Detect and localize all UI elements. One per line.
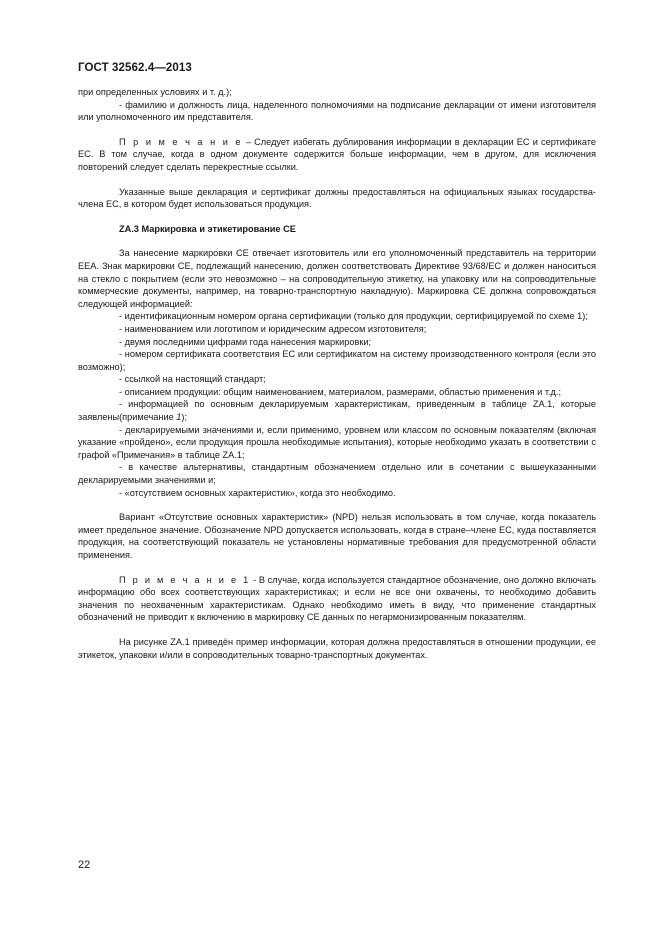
note-label: П р и м е ч а н и е 1 xyxy=(119,574,251,585)
section-title: ZA.3 Маркировка и этикетирование СЕ xyxy=(119,223,296,234)
list-item: - декларируемыми значениями и, если применимо, уровнем или классом по основным показателям (включая указание «пройдено», если продукция прошла необходимые испытания), которые необходимо указать в соответствии с графой «Примечания» в таблице ZA.1; xyxy=(78,424,596,460)
list-item: - номером сертификата соответствия ЕС или сертификатом на систему производственного контроля (если это возможно); xyxy=(78,349,596,372)
list-item: - наименованием или логотипом и юридическим адресом изготовителя; xyxy=(119,323,427,334)
paragraph: при определенных условиях и т. д.); xyxy=(78,87,232,97)
note-paragraph xyxy=(78,574,596,624)
paragraph: За нанесение маркировки СЕ отвечает изготовитель или его уполномоченный представитель на территории ЕЕА. Знак маркировки СЕ, подлежащий нанесению, должен соответствовать Директиве 93/68/ЕС и должен наноситься на стекло с покрытием (если это невозможно – на сопроводительную этикетку, на упаковку или на сопроводительные коммерческие документы, например, на товарно-транспортную накладную). Маркировка СЕ должна сопровождаться следующей информацией: xyxy=(78,248,596,309)
list-item: - ссылкой на настоящий стандарт; xyxy=(119,374,266,385)
document-body xyxy=(78,86,596,661)
list-item: - описанием продукции: общим наименованием, материалом, размерами, областью применения и т.д.; xyxy=(119,386,562,397)
note-reference: 1 xyxy=(176,412,182,423)
list-item: - «отсутствием основных характеристик», когда это необходимо. xyxy=(119,487,396,498)
list-item: - фамилию и должность лица, наделенного полномочиями на подписание декларации от имени изготовителя или уполномоченного им представителя. xyxy=(78,99,596,123)
document-header: ГОСТ 32562.4—2013 xyxy=(78,62,192,74)
note-text: – Следует избегать дублирования информации в декларации ЕС и сертификате ЕС. В том случае, когда в одном документе содержится больше информации, чем в другом, для исключения повторений следует сделать перекрестные ссылки. xyxy=(78,136,596,172)
list-item: - в качестве альтернативы, стандартным обозначением отдельно или в сочетании с вышеуказанными декларируемыми значениями и; xyxy=(78,462,596,486)
list-item: - двумя последними цифрами года нанесения маркировки; xyxy=(119,336,372,347)
paragraph: На рисунке ZA.1 приведён пример информации, которая должна предоставляться в отношении продукции, ее этикеток, упаковки и/или в сопроводительных товарно-транспортных документах. xyxy=(78,636,596,660)
note-label: П р и м е ч а н и е xyxy=(119,136,243,147)
paragraph: Указанные выше декларация и сертификат должны предоставляться на официальных языках государства-члена ЕС, в котором будет использоваться продукция. xyxy=(78,186,596,210)
paragraph: Вариант «Отсутствие основных характеристик» (NPD) нельзя использовать в том случае, когда показатель имеет предельное значение. Обозначение NPD допускается использовать, когда в стране–члене ЕС, куда поставляется продукция, на соответствующий показатель не установлены нормативные требования для предусмотренной области применения. xyxy=(78,512,596,560)
note-paragraph xyxy=(78,136,596,174)
page-number: 22 xyxy=(78,859,91,871)
list-item-text: - информацией по основным декларируемым характеристикам, приведенным в таблице ZA.1, которые заявлены(примечание xyxy=(78,399,596,423)
list-item-text: ); xyxy=(181,412,188,423)
note-text: - В случае, когда используется стандартное обозначение, оно должно включать информацию обо всех соответствующих характеристиках; и если не все они охвачены, то необходимо добавить значения по неохваченным характеристикам. Однако необходимо иметь в виду, что применение стандартных обозначений не приводит к включению в маркировку СЕ данных по негармонизированным показателям. xyxy=(78,574,596,623)
list-item: - идентификационным номером органа сертификации (только для продукции, сертифицируемой по схеме 1); xyxy=(119,311,588,322)
list-item xyxy=(78,398,596,423)
